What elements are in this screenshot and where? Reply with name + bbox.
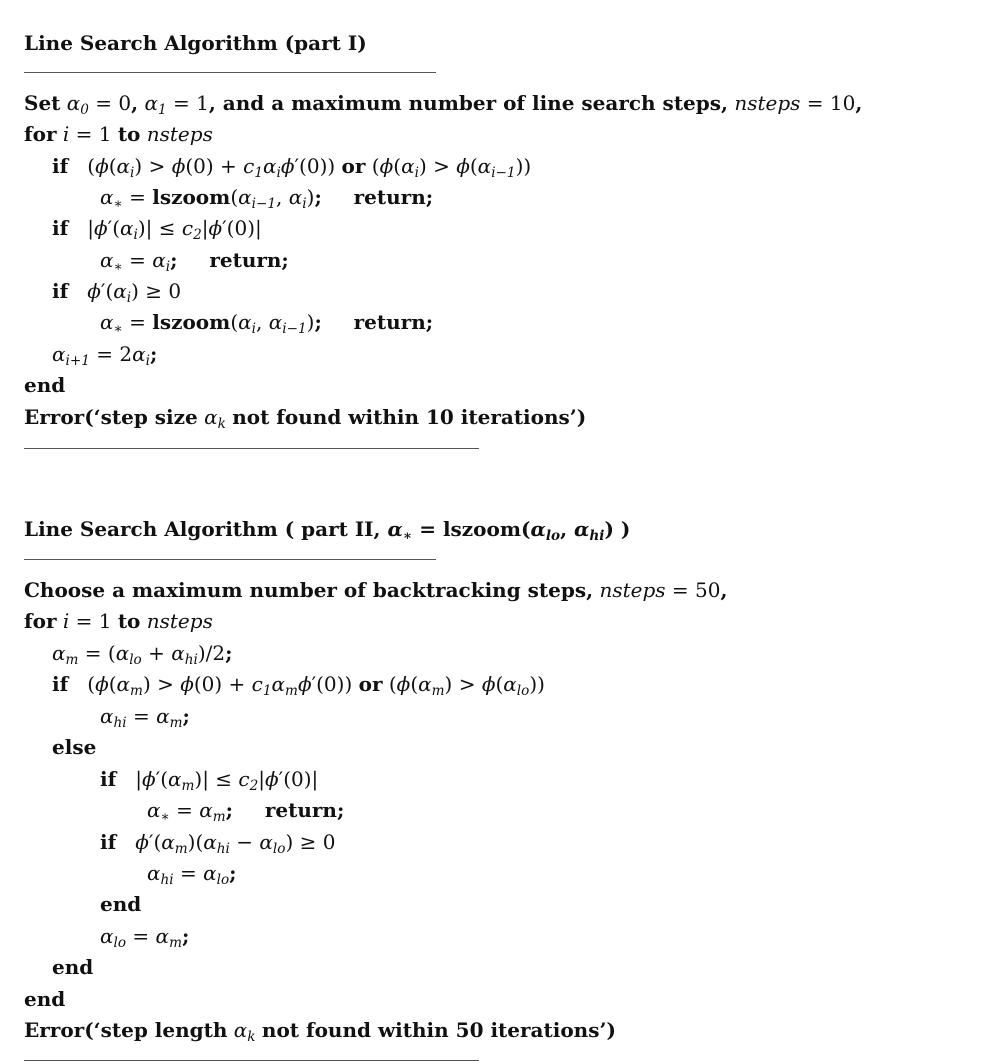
section2-line: $\alpha_∗ = \alpha_m$; return;: [147, 798, 345, 826]
section2-line: $\alpha_m = (\alpha_{lo} + \alpha_{hi})/2$;: [52, 641, 233, 669]
section2-line: $\alpha_{hi} = \alpha_{lo}$;: [147, 861, 237, 889]
section1-title-rule: [24, 72, 436, 73]
section2-line: if $|\phi'(\alpha_m)| \le c_2|\phi'(0)|$: [100, 767, 319, 795]
section2-line: if $\phi'(\alpha_m)(\alpha_{hi} - \alpha_{lo}) \ge 0$: [100, 830, 336, 858]
section2-line: end: [52, 955, 94, 979]
section2-line: for i = 1 to nsteps: [24, 609, 213, 633]
section1-line: $\alpha_∗ = \alpha_i$; return;: [100, 248, 289, 276]
section1-line: if $\phi'(\alpha_i) \ge 0$: [52, 279, 182, 307]
section2-line: Choose a maximum number of backtracking steps, nsteps = 50,: [24, 578, 728, 602]
section2-line: $\alpha_{lo} = \alpha_m$;: [100, 924, 190, 952]
section2-line: $\alpha_{hi} = \alpha_m$;: [100, 704, 190, 732]
section1-line: for i = 1 to nsteps: [24, 122, 213, 146]
section1-line: $\alpha_∗$ = $lszoom(\alpha_{i-1}$, $\alpha_i$); return;: [100, 185, 434, 213]
section1-line: end: [24, 373, 66, 397]
section2-line: if $(\phi(\alpha_m) > \phi(0) + c_1\alpha_m\phi'(0))$ or $(\phi(\alpha_m) > \phi(\alpha_{lo}))$: [52, 672, 545, 700]
section1-line: $\alpha_∗$ = $lszoom(\alpha_i$, $\alpha_{i-1}$); return;: [100, 310, 434, 338]
section1-line: $\alpha_{i+1} = 2\alpha_i$;: [52, 342, 158, 370]
section2-title-rule: [24, 559, 436, 560]
section1-end-rule: [24, 448, 479, 449]
section2-line: else: [52, 735, 97, 759]
section2-line: end: [100, 892, 142, 916]
section1-line: Set $\alpha_0 = 0$, $\alpha_1 = 1$, and a maximum number of line search steps, nsteps = 10,: [24, 91, 863, 119]
section2-line: Error(‘step length $\alpha_k$ not found within 50 iterations’): [24, 1018, 616, 1046]
section1-line: if $|\phi'(\alpha_i)| \le c_2|\phi'(0)|$: [52, 216, 262, 244]
section2-title: Line Search Algorithm ( part II, $\alpha_∗$ = $lszoom(\alpha_{lo}$, $\alpha_{hi}$) ): [24, 517, 631, 545]
section2-end-rule: [24, 1060, 479, 1061]
section1-title: Line Search Algorithm (part I): [24, 31, 367, 55]
section1-line: if $(\phi(\alpha_i) > \phi(0) + c_1\alpha_i\phi'(0))$ or $(\phi(\alpha_i) > \phi(\alpha_{i-1}))$: [52, 154, 532, 182]
section2-line: end: [24, 987, 66, 1011]
section1-line: Error(‘step size $\alpha_k$ not found within 10 iterations’): [24, 405, 587, 433]
